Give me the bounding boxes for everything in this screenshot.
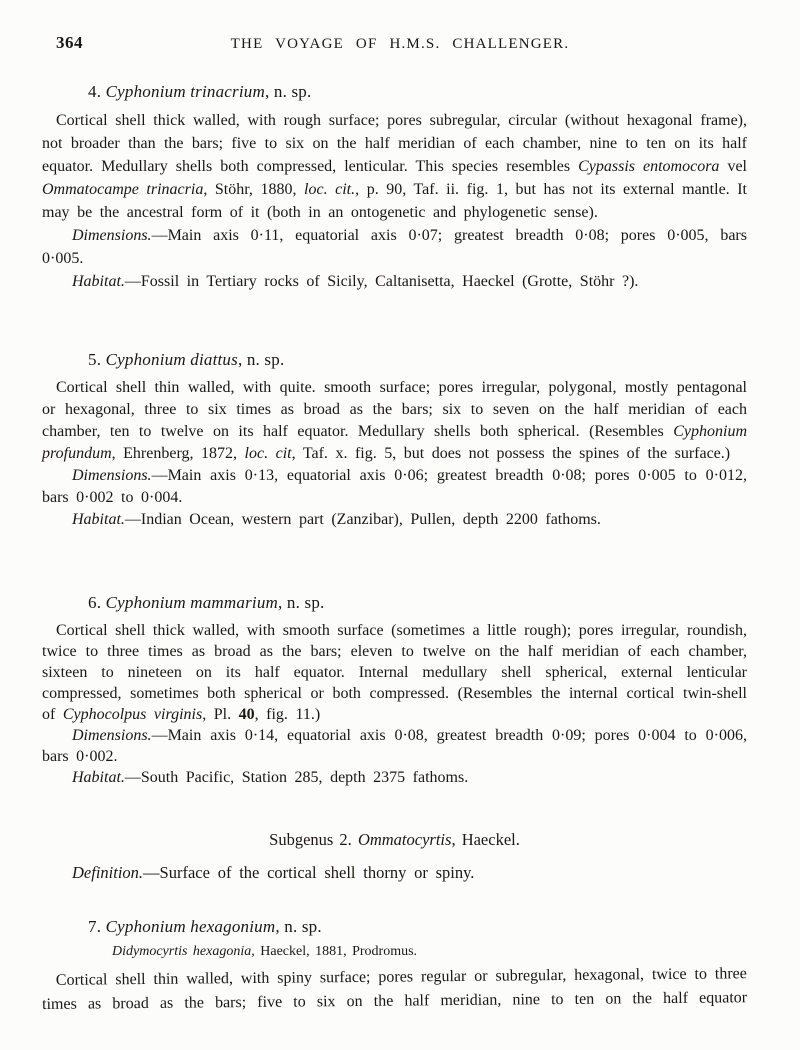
page-number: 364 xyxy=(56,33,83,52)
subgenus-definition: Definition.—Surface of the cortical shell thorny or spiny. xyxy=(72,863,475,882)
species-4-habitat: Habitat.—Fossil in Tertiary rocks of Sicily, Caltanisetta, Haeckel (Grotte, Stöhr ?). xyxy=(72,273,639,290)
subgenus-section xyxy=(42,830,747,885)
running-header: THE VOYAGE OF H.M.S. CHALLENGER. xyxy=(230,36,570,52)
species-6-description: Cortical shell thick walled, with smooth surface (sometimes a little rough); pores irregular, roundish, twice to three times as broad as the bars; eleven to twelve on the half meridian of each chamber, sixteen to nineteen on its half equator. Internal medullary shell spherical, external lenticular compressed, sometimes both spherical or both compressed. (Resembles the internal cortical twin-shell of Cyphocolpus virginis, Pl. 40, fig. 11.) xyxy=(42,622,747,723)
species-6-habitat: Habitat.—South Pacific, Station 285, depth 2375 fathoms. xyxy=(72,769,469,786)
species-entry-7 xyxy=(42,917,747,1017)
species-4-dimensions: Dimensions.—Main axis 0·11, equatorial axis 0·07; greatest breadth 0·08; pores 0·005, bars 0·005. xyxy=(42,227,747,267)
species-5-habitat: Habitat.—Indian Ocean, western part (Zanzibar), Pullen, depth 2200 fathoms. xyxy=(72,511,601,528)
species-entry-5 xyxy=(42,350,747,531)
species-6-heading: 6. Cyphonium mammarium, n. sp. xyxy=(88,593,325,612)
species-7-description: Cortical shell thin walled, with spiny surface; pores regular or subregular, hexagonal, twice to three times as broad as the bars; five to six on the half meridian, nine to ten on the half equator xyxy=(42,965,748,1013)
species-5-description: Cortical shell thin walled, with quite. smooth surface; pores irregular, polygonal, mostly pentagonal or hexagonal, three to six times as broad as the bars; six to seven on the half meridian of each chamber, ten to twelve on its half equator. Medullary shells both spherical. (Resembles Cyphonium profundum, Ehrenberg, 1872, loc. cit, Taf. x. fig. 5, but does not possess the spines of the surface.) xyxy=(42,379,747,462)
species-4-description: Cortical shell thick walled, with rough surface; pores subregular, circular (without hexagonal frame), not broader than the bars; five to six on the half meridian of each chamber, nine to ten on its half equator. Medullary shells both compressed, lenticular. This species resembles Cypassis entomocora vel Ommatocampe trinacria, Stöhr, 1880, loc. cit., p. 90, Taf. ii. fig. 1, but has not its external mantle. It may be the ancestral form of it (both in an ontogenetic and phylogenetic sense). xyxy=(42,112,748,221)
species-entry-4 xyxy=(42,82,747,293)
species-6-dimensions: Dimensions.—Main axis 0·14, equatorial axis 0·08, greatest breadth 0·09; pores 0·004 to 0·006, bars 0·002. xyxy=(42,727,747,765)
species-4-heading: 4. Cyphonium trinacrium, n. sp. xyxy=(88,82,312,101)
species-5-dimensions: Dimensions.—Main axis 0·13, equatorial axis 0·06; greatest breadth 0·08; pores 0·005 to 0·012, bars 0·002 to 0·004. xyxy=(42,467,747,506)
species-7-synonym: Didymocyrtis hexagonia, Haeckel, 1881, Prodromus. xyxy=(112,944,418,959)
species-entry-6 xyxy=(42,593,747,788)
subgenus-heading: Subgenus 2. Ommatocyrtis, Haeckel. xyxy=(269,830,520,849)
species-5-heading: 5. Cyphonium diattus, n. sp. xyxy=(88,350,285,369)
species-7-heading: 7. Cyphonium hexagonium, n. sp. xyxy=(88,917,322,936)
